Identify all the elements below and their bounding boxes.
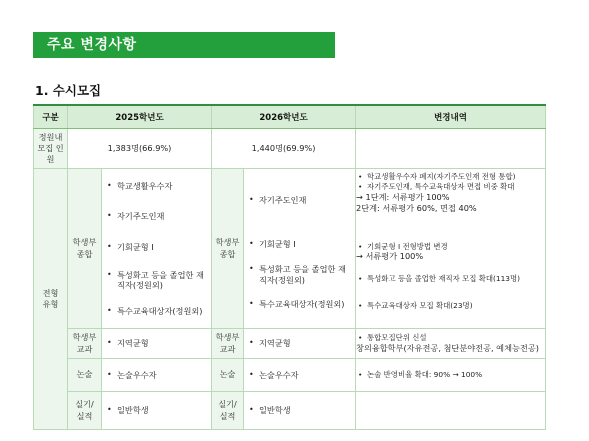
list-item: • 특성화고 등을 졸업한 재직자 모집 확대(113명) xyxy=(356,274,545,284)
practical-changes xyxy=(356,392,546,430)
subject-item-2025 xyxy=(102,329,212,359)
list-item: • 자기주도인재 xyxy=(246,195,353,206)
list-item: • 특성화고 등을 졸업한 재직자(정원외) xyxy=(104,270,209,291)
table-row-quota xyxy=(34,129,546,169)
list-item: • 기회균형 I xyxy=(104,242,209,253)
list-item: • 학교생활우수자 폐지(자기주도인재 전형 통합) xyxy=(356,172,545,182)
practical-item-2026 xyxy=(244,392,356,430)
header-category: 구분 xyxy=(34,105,68,129)
list-item: • 자기주도인재, 특수교육대상자 면접 비중 확대 xyxy=(356,182,545,192)
changes-table xyxy=(33,104,546,430)
table-row-essay xyxy=(34,359,546,392)
type-label: 전형 유형 xyxy=(34,169,68,430)
subject-label-2025: 학생부 교과 xyxy=(68,329,102,359)
list-item: • 논술 반영비율 확대: 90% → 100% xyxy=(356,370,545,380)
quota-changes xyxy=(356,129,546,169)
subject-changes xyxy=(356,329,546,359)
header-2025: 2025학년도 xyxy=(68,105,212,129)
essay-label-2026: 논술 xyxy=(212,359,244,392)
table-header-row xyxy=(34,105,546,129)
quota-2025: 1,383명(66.9%) xyxy=(68,129,212,169)
essay-changes xyxy=(356,359,546,392)
list-item: • 특수교육대상자 모집 확대(23명) xyxy=(356,301,545,311)
list-item: • 학교생활우수자 xyxy=(104,181,209,192)
table-row-subject xyxy=(34,329,546,359)
practical-item-2025 xyxy=(102,392,212,430)
list-item: • 지역균형 xyxy=(246,338,353,349)
list-item: • 논술우수자 xyxy=(104,370,209,381)
comprehensive-label-2026: 학생부 종합 xyxy=(212,169,244,329)
change-step-2: 2단계: 서류평가 60%, 면접 40% xyxy=(356,202,477,213)
list-item: • 자기주도인재 xyxy=(104,211,209,222)
section-title: 주요 변경사항 xyxy=(33,32,335,58)
sub-heading: 1. 수시모집 xyxy=(35,83,102,98)
change-note: → 서류평가 100% xyxy=(356,251,424,262)
list-item: • 특수교육대상자(정원외) xyxy=(104,306,209,317)
comprehensive-changes xyxy=(356,169,546,329)
subject-item-2026 xyxy=(244,329,356,359)
essay-item-2026 xyxy=(244,359,356,392)
header-changes: 변경내역 xyxy=(356,105,546,129)
comprehensive-label-2025: 학생부 종합 xyxy=(68,169,102,329)
list-item: • 특수교육대상자(정원외) xyxy=(246,299,353,310)
list-item: • 일반학생 xyxy=(104,405,209,416)
quota-2026: 1,440명(69.9%) xyxy=(212,129,356,169)
list-item: • 통합모집단위 신설 xyxy=(356,333,545,343)
comprehensive-items-2026 xyxy=(244,169,356,329)
quota-label: 정원내 모집 인원 xyxy=(34,129,68,169)
subject-change-detail: 창의융합학부(자유전공, 첨단분야전공, 예체능전공) xyxy=(356,342,539,353)
list-item: • 일반학생 xyxy=(246,405,353,416)
practical-label-2025: 실기/ 실적 xyxy=(68,392,102,430)
essay-label-2025: 논술 xyxy=(68,359,102,392)
practical-label-2026: 실기/ 실적 xyxy=(212,392,244,430)
comprehensive-items-2025 xyxy=(102,169,212,329)
list-item: • 논술우수자 xyxy=(246,370,353,381)
change-step-1: → 1단계: 서류평가 100% xyxy=(356,191,450,202)
list-item: • 기회균형 I xyxy=(246,239,353,250)
list-item: • 지역균형 xyxy=(104,338,209,349)
essay-item-2025 xyxy=(102,359,212,392)
list-item: • 특성화고 등을 졸업한 재직자(정원외) xyxy=(246,264,353,285)
subject-label-2026: 학생부 교과 xyxy=(212,329,244,359)
list-item: • 기회균형 I 전형방법 변경 xyxy=(356,242,545,252)
table-row-comprehensive xyxy=(34,169,546,329)
table-row-practical xyxy=(34,392,546,430)
header-2026: 2026학년도 xyxy=(212,105,356,129)
